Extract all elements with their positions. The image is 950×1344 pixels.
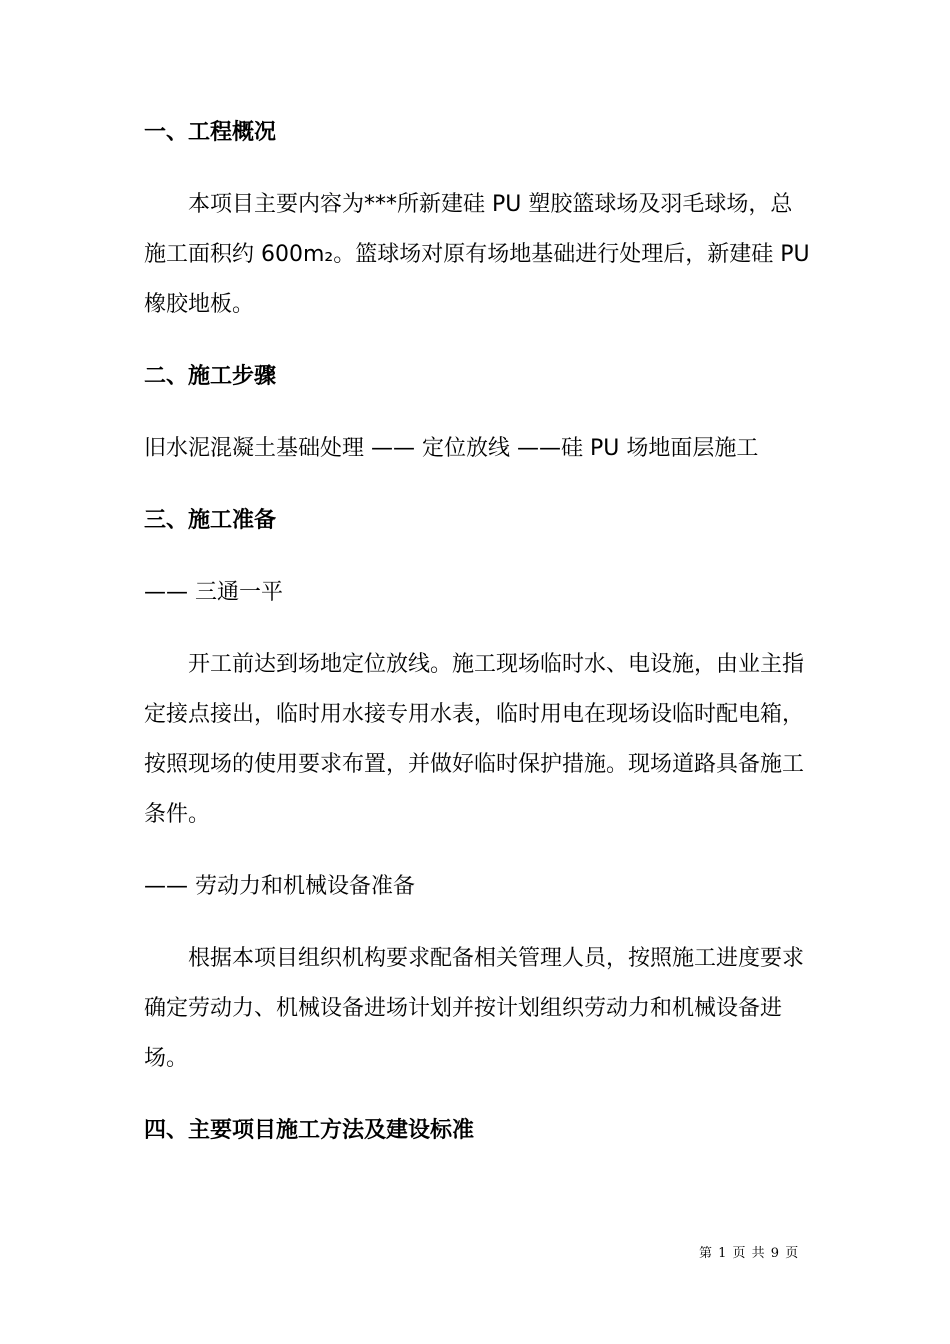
subheading-labor-equipment: —— 劳动力和机械设备准备 [144, 874, 415, 899]
section-heading-overview: 一、工程概况 [144, 120, 277, 145]
paragraph-line: 橡胶地板。 [144, 292, 255, 317]
section-heading-methods: 四、主要项目施工方法及建设标准 [144, 1118, 475, 1143]
paragraph-line: 施工面积约 600m₂。篮球场对原有场地基础进行处理后，新建硅 PU [144, 242, 810, 267]
section-heading-preparation: 三、施工准备 [144, 508, 277, 533]
paragraph-line: 确定劳动力、机械设备进场计划并按计划组织劳动力和机械设备进 [144, 996, 783, 1021]
paragraph-line: 开工前达到场地定位放线。施工现场临时水、电设施，由业主指 [188, 652, 805, 677]
paragraph-line: 场。 [144, 1046, 189, 1071]
paragraph-line: 条件。 [144, 802, 211, 827]
subheading-three-supplies: —— 三通一平 [144, 580, 283, 605]
page-number: 第 1 页 共 9 页 [699, 1246, 800, 1261]
paragraph-line: 根据本项目组织机构要求配备相关管理人员，按照施工进度要求 [188, 946, 805, 971]
steps-line: 旧水泥混凝土基础处理 —— 定位放线 ——硅 PU 场地面层施工 [144, 436, 759, 461]
paragraph-line: 定接点接出，临时用水接专用水表，临时用电在现场设临时配电箱， [144, 702, 805, 727]
section-heading-steps: 二、施工步骤 [144, 364, 277, 389]
paragraph-line: 本项目主要内容为***所新建硅 PU 塑胶篮球场及羽毛球场，总 [188, 192, 793, 217]
paragraph-line: 按照现场的使用要求布置，并做好临时保护措施。现场道路具备施工 [144, 752, 805, 777]
